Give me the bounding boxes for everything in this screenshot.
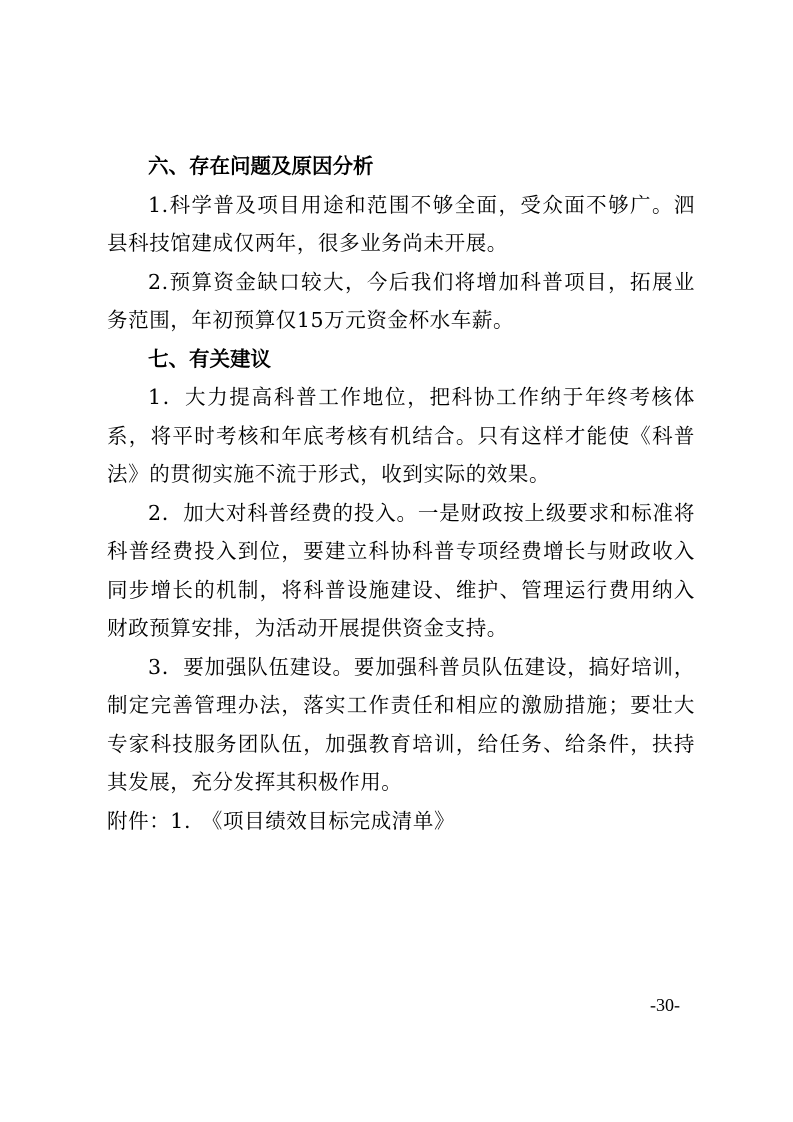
document-body — [107, 147, 695, 840]
section-heading-suggestions: 七、有关建议 — [148, 346, 271, 371]
paragraph-problem-1: 1.科学普及项目用途和范围不够全面，受众面不够广。泗县科技馆建成仅两年，很多业务尚未开展。 — [107, 192, 695, 255]
paragraph-suggestion-1: 1．大力提高科普工作地位，把科协工作纳于年终考核体系，将平时考核和年底考核有机结合。只有这样才能使《科普法》的贯彻实施不流于形式，收到实际的效果。 — [107, 385, 695, 486]
paragraph-suggestion-2: 2．加大对科普经费的投入。一是财政按上级要求和标准将科普经费投入到位，要建立科协科普专项经费增长与财政收入同步增长的机制，将科普设施建设、维护、管理运行费用纳入财政预算安排，为活动开展提供资金支持。 — [107, 500, 695, 640]
page-number: -30- — [650, 995, 680, 1015]
paragraph-suggestion-3: 3．要加强队伍建设。要加强科普员队伍建设，搞好培训，制定完善管理办法，落实工作责任和相应的激励措施；要壮大专家科技服务团队伍，加强教育培训，给任务、给条件，扶持其发展，充分发挥其积极作用。 — [107, 654, 695, 794]
attachment-line: 附件：1. 《项目绩效目标完成清单》 — [107, 808, 456, 833]
section-heading-problems: 六、存在问题及原因分析 — [148, 154, 374, 178]
paragraph-problem-2: 2.预算资金缺口较大，今后我们将增加科普项目，拓展业务范围，年初预算仅15万元资金杯水车薪。 — [107, 269, 695, 332]
